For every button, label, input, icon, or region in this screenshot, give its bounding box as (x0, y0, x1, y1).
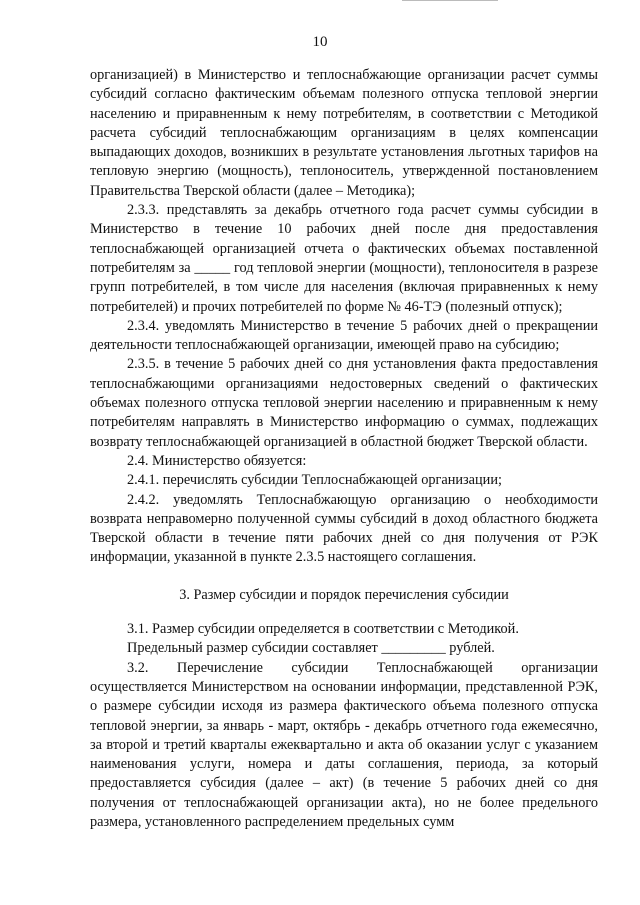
paragraph-3-1: 3.1. Размер субсидии определяется в соответствии с Методикой. (127, 621, 519, 638)
top-edge-line (402, 0, 498, 1)
paragraph-2-4-2: 2.4.2. уведомлять Теплоснабжающую организацию о необходимости возврата неправомерно полученной суммы субсидий в доход областного бюджета Тверской области в течение пяти рабочих дней со дня получения от РЭК информации, указанной в пункте 2.3.5 настоящего соглашения. (90, 491, 598, 566)
paragraph-2-3-5: 2.3.5. в течение 5 рабочих дней со дня установления факта предоставления теплоснабжающими организациями недостоверных сведений о фактических объемах полезного отпуска тепловой энергии населению и приравненным к нему потребителям направлять в Министерство информацию о суммах, подлежащих возврату теплоснабжающей организацией в областной бюджет Тверской области. (90, 356, 598, 450)
paragraph-subsidy-limit: Предельный размер субсидии составляет _________ рублей. (127, 640, 495, 657)
page-number: 10 (312, 34, 328, 50)
paragraph-continuation: организацией) в Министерство и теплоснабжающие организации расчет суммы субсидий согласно фактическим объемам полезного отпуска тепловой энергии населению и приравненным к нему потребителям, в соответствии с Методикой расчета субсидий теплоснабжающим организациям в целях компенсации выпадающих доходов, возникших в результате установления льготных тарифов на тепловую энергию (мощность), теплоноситель, утвержденной постановлением Правительства Тверской области (далее – Методика); (90, 67, 598, 199)
paragraph-3-2: 3.2. Перечисление субсидии Теплоснабжающей организации осуществляется Министерством на основании информации, представленной РЭК, о размере субсидии исходя из размера фактического объема полезного отпуска тепловой энергии, за январь - март, октябрь - декабрь отчетного года ежемесячно, за второй и третий кварталы ежеквартально и акта об оказании услуг с указанием наименования услуги, номера и даты соглашения, периода, за который предоставляется субсидия (далее – акт) (в течение 5 рабочих дней со дня получения от теплоснабжающей организации акта), но не более предельного размера, установленного распределением предельных сумм (90, 659, 598, 830)
paragraph-2-3-3: 2.3.3. представлять за декабрь отчетного года расчет суммы субсидии в Министерство в течение 10 рабочих дней после дня предоставления теплоснабжающей организацией отчета о фактических объемах поставленной потребителям за _____ год тепловой энергии (мощности), теплоносителя в разрезе групп потребителей, в том числе для населения (включая приравненных к нему потребителей) и прочих потребителей по форме № 46-ТЭ (полезный отпуск); (90, 202, 598, 315)
paragraph-2-3-4: 2.3.4. уведомлять Министерство в течение 5 рабочих дней о прекращении деятельности теплоснабжающей организации, имеющей право на субсидию; (90, 317, 598, 354)
paragraph-2-4-1: 2.4.1. перечислять субсидии Теплоснабжающей организации; (127, 472, 502, 489)
document-body (90, 66, 598, 832)
paragraph-2-4: 2.4. Министерство обязуется: (127, 452, 307, 469)
section-heading-3: 3. Размер субсидии и порядок перечисления субсидии (179, 586, 509, 603)
